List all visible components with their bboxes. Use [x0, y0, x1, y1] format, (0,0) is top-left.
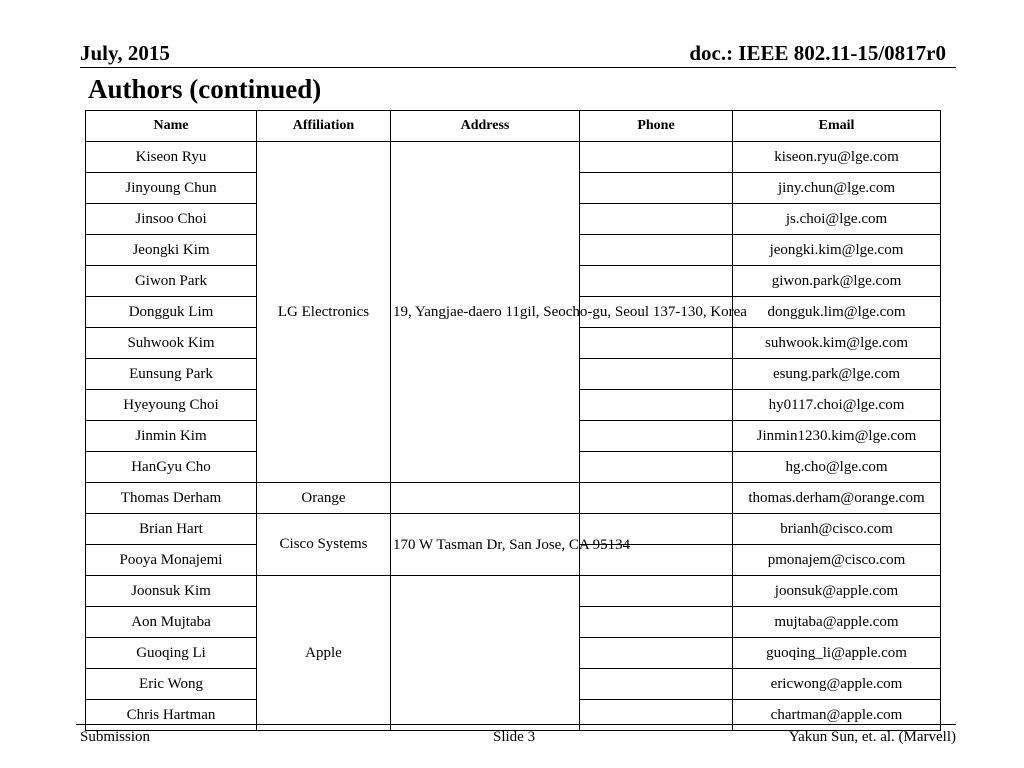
- author-email: pmonajem@cisco.com: [733, 545, 941, 576]
- author-phone: [580, 173, 733, 204]
- footer-author: Yakun Sun, et. al. (Marvell): [788, 729, 956, 745]
- author-phone: [580, 328, 733, 359]
- author-phone: [580, 700, 733, 731]
- author-phone: [580, 452, 733, 483]
- table-header-row: [86, 111, 941, 142]
- author-phone: [580, 669, 733, 700]
- column-header-phone: Phone: [580, 111, 733, 142]
- author-phone: [580, 576, 733, 607]
- author-phone: [580, 638, 733, 669]
- author-email: guoqing_li@apple.com: [733, 638, 941, 669]
- table-row: [86, 142, 941, 173]
- author-name: Jinmin Kim: [86, 421, 257, 452]
- header-divider: [80, 67, 956, 68]
- author-email: joonsuk@apple.com: [733, 576, 941, 607]
- author-email: dongguk.lim@lge.com: [733, 297, 941, 328]
- author-name: Aon Mujtaba: [86, 607, 257, 638]
- authors-table: [85, 110, 941, 731]
- author-address: 170 W Tasman Dr, San Jose, CA 95134: [391, 514, 580, 576]
- author-name: Dongguk Lim: [86, 297, 257, 328]
- column-header-address: Address: [391, 111, 580, 142]
- author-email: suhwook.kim@lge.com: [733, 328, 941, 359]
- footer-divider: [76, 724, 956, 725]
- author-email: js.choi@lge.com: [733, 204, 941, 235]
- author-email: kiseon.ryu@lge.com: [733, 142, 941, 173]
- footer-submission: Submission: [80, 729, 151, 745]
- author-email: chartman@apple.com: [733, 700, 941, 731]
- column-header-name: Name: [86, 111, 257, 142]
- author-email: esung.park@lge.com: [733, 359, 941, 390]
- author-name: Hyeyoung Choi: [86, 390, 257, 421]
- author-affiliation: LG Electronics: [257, 142, 391, 483]
- slide-title: Authors (continued): [88, 74, 322, 104]
- footer-slide-number: Slide 3: [493, 729, 536, 745]
- author-name: Pooya Monajemi: [86, 545, 257, 576]
- author-address: [391, 576, 580, 731]
- author-email: Jinmin1230.kim@lge.com: [733, 421, 941, 452]
- author-name: Jinyoung Chun: [86, 173, 257, 204]
- author-name: Jeongki Kim: [86, 235, 257, 266]
- author-email: thomas.derham@orange.com: [733, 483, 941, 514]
- author-email: brianh@cisco.com: [733, 514, 941, 545]
- author-name: Brian Hart: [86, 514, 257, 545]
- author-email: hg.cho@lge.com: [733, 452, 941, 483]
- author-email: jiny.chun@lge.com: [733, 173, 941, 204]
- header-doc-id: doc.: IEEE 802.11-15/0817r0: [689, 41, 946, 65]
- author-address: [391, 483, 580, 514]
- column-header-email: Email: [733, 111, 941, 142]
- author-phone: [580, 607, 733, 638]
- author-phone: [580, 266, 733, 297]
- author-email: jeongki.kim@lge.com: [733, 235, 941, 266]
- author-name: Giwon Park: [86, 266, 257, 297]
- author-affiliation: Orange: [257, 483, 391, 514]
- author-name: Eric Wong: [86, 669, 257, 700]
- author-phone: [580, 421, 733, 452]
- author-name: Thomas Derham: [86, 483, 257, 514]
- author-phone: [580, 483, 733, 514]
- author-affiliation: Cisco Systems: [257, 514, 391, 576]
- author-affiliation: Apple: [257, 576, 391, 731]
- author-name: Eunsung Park: [86, 359, 257, 390]
- author-name: HanGyu Cho: [86, 452, 257, 483]
- table-row: [86, 576, 941, 607]
- column-header-affiliation: Affiliation: [257, 111, 391, 142]
- author-address: 19, Yangjae-daero 11gil, Seocho-gu, Seoul 137-130, Korea: [391, 142, 580, 483]
- author-email: mujtaba@apple.com: [733, 607, 941, 638]
- author-phone: [580, 390, 733, 421]
- author-email: giwon.park@lge.com: [733, 266, 941, 297]
- author-name: Chris Hartman: [86, 700, 257, 731]
- author-email: hy0117.choi@lge.com: [733, 390, 941, 421]
- author-phone: [580, 359, 733, 390]
- author-phone: [580, 235, 733, 266]
- header-date: July, 2015: [80, 41, 170, 65]
- author-phone: [580, 142, 733, 173]
- author-name: Joonsuk Kim: [86, 576, 257, 607]
- table-row: [86, 514, 941, 545]
- author-email: ericwong@apple.com: [733, 669, 941, 700]
- author-name: Kiseon Ryu: [86, 142, 257, 173]
- table-row: [86, 483, 941, 514]
- author-name: Jinsoo Choi: [86, 204, 257, 235]
- author-name: Guoqing Li: [86, 638, 257, 669]
- author-phone: [580, 204, 733, 235]
- author-name: Suhwook Kim: [86, 328, 257, 359]
